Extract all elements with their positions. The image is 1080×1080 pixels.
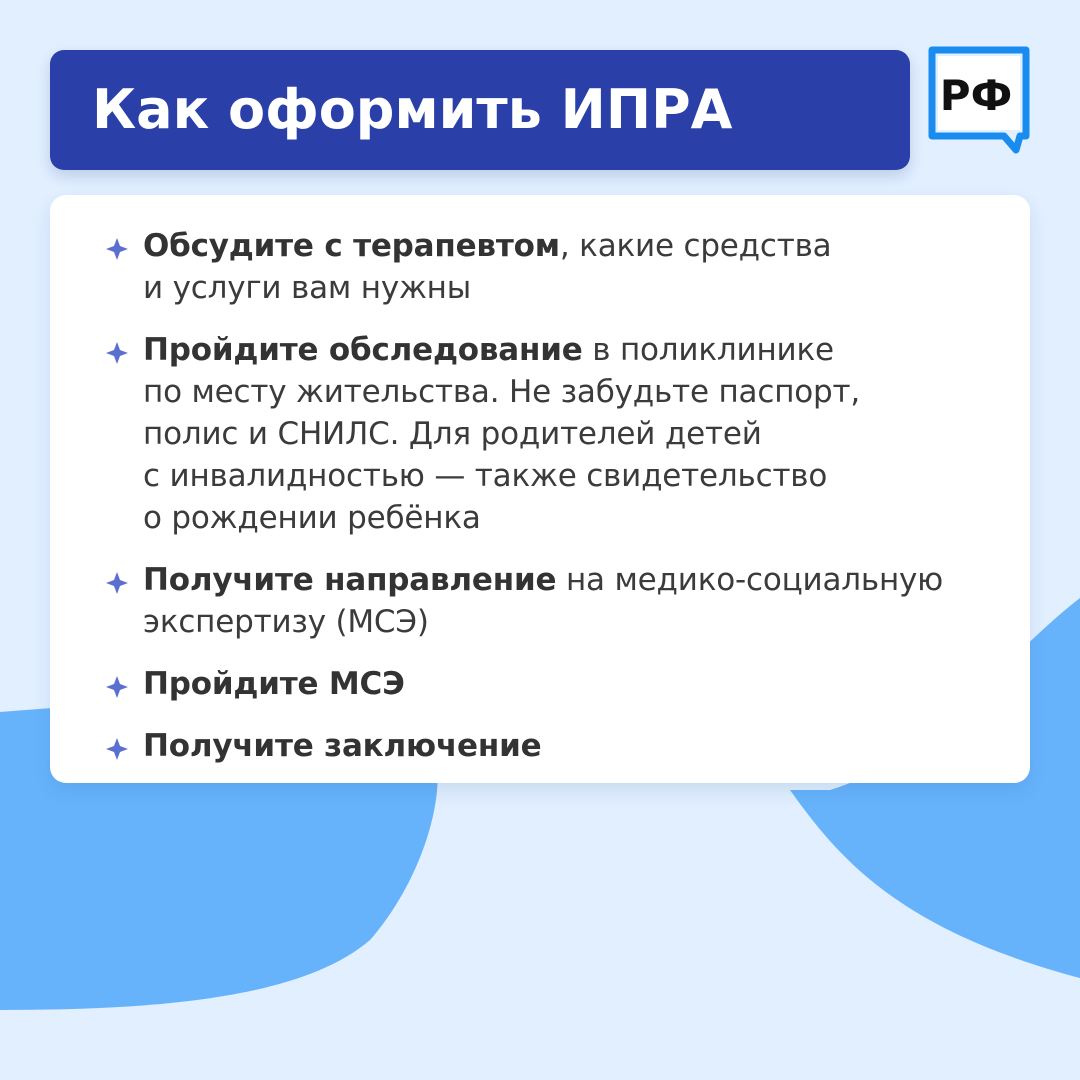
- list-item: [50, 559, 1030, 643]
- step-bold: Обсудите с терапевтом: [143, 228, 560, 264]
- rf-logo: [928, 46, 1032, 158]
- step-rest: , какие средства: [559, 228, 832, 264]
- step-line: по месту жительства. Не забудьте паспорт,: [143, 374, 861, 410]
- step-line: и услуги вам нужны: [143, 270, 472, 306]
- step-text: [143, 329, 1000, 539]
- step-line: полис и СНИЛС. Для родителей детей: [143, 416, 762, 452]
- list-item: [50, 225, 1030, 309]
- list-item: [50, 329, 1030, 539]
- title-banner: [50, 50, 910, 170]
- step-line: с инвалидностью — также свидетельство: [143, 458, 828, 494]
- star-bullet-icon: [105, 737, 129, 761]
- page-title: Как оформить ИПРА: [92, 78, 733, 141]
- star-bullet-icon: [105, 571, 129, 595]
- list-item: [50, 725, 1030, 767]
- step-text: [143, 559, 1000, 643]
- steps-card: [50, 195, 1030, 783]
- step-text: [143, 225, 1000, 309]
- logo-text: РФ: [939, 71, 1013, 120]
- step-bold: Получите заключение: [143, 728, 542, 764]
- star-bullet-icon: [105, 341, 129, 365]
- step-bold: Пройдите обследование: [143, 332, 583, 368]
- step-rest: в поликлинике: [582, 332, 834, 368]
- step-rest: на медико-социальную: [556, 562, 944, 598]
- rf-logo-icon: [928, 46, 1032, 158]
- step-text: [143, 663, 1000, 705]
- step-bold: Получите направление: [143, 562, 557, 598]
- step-bold: Пройдите МСЭ: [143, 666, 405, 702]
- star-bullet-icon: [105, 675, 129, 699]
- star-bullet-icon: [105, 237, 129, 261]
- steps-list: [50, 225, 1030, 787]
- step-text: [143, 725, 1000, 767]
- step-line: экспертизу (МСЭ): [143, 604, 429, 640]
- list-item: [50, 663, 1030, 705]
- step-line: о рождении ребёнка: [143, 500, 481, 536]
